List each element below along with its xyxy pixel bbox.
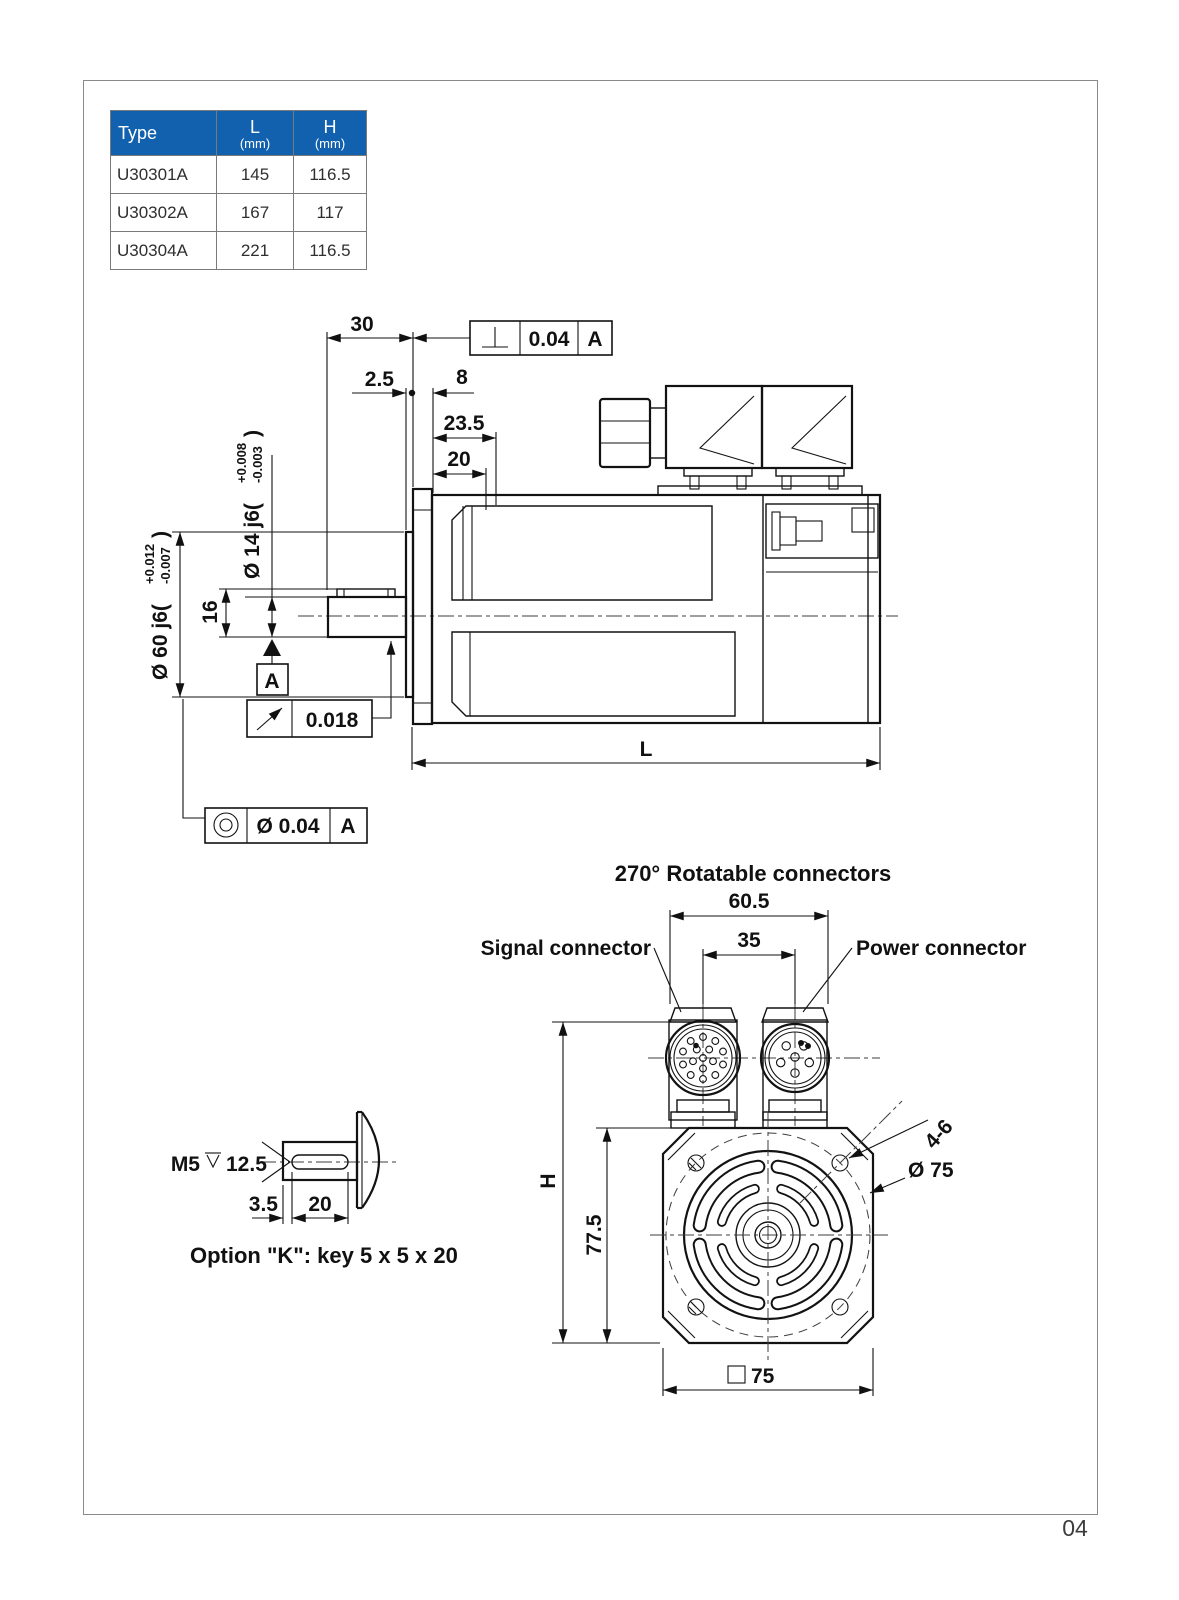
- signal-label-leader: [654, 948, 681, 1012]
- cell-h: 116.5: [294, 232, 367, 270]
- dia-75-label: Ø 75: [908, 1159, 954, 1182]
- pilot-tol-upper: +0.012: [142, 543, 157, 584]
- square-symbol: [728, 1366, 745, 1383]
- cable-gland: [600, 399, 666, 467]
- dim-35: [703, 929, 795, 1004]
- conc-value: Ø 0.04: [256, 815, 320, 838]
- power-connector-side: [762, 386, 852, 489]
- thread-label: M5: [170, 1153, 200, 1176]
- power-connector-label: Power connector: [856, 937, 1027, 960]
- motor-body: [432, 495, 880, 723]
- dim-H: [537, 1022, 671, 1343]
- holes-label: 4-6: [920, 1115, 958, 1154]
- dim-H-value: H: [537, 1173, 560, 1189]
- holes-callout: [849, 1115, 958, 1158]
- dim-20: [433, 448, 486, 510]
- shaft-tol-lower: -0.003: [250, 446, 265, 483]
- signal-connector-side: [666, 386, 762, 489]
- cell-l: 145: [217, 156, 294, 194]
- cell-h: 117: [294, 194, 367, 232]
- shaft-dia-label: Ø 14 j6(: [241, 503, 264, 579]
- shaft-paren: ): [241, 430, 264, 437]
- col-header-h-label: H: [323, 117, 337, 137]
- motor-shaft: [328, 589, 406, 637]
- runout-value: 0.018: [305, 709, 359, 732]
- dim-dia-14: [234, 430, 272, 637]
- cell-type: U30304A: [111, 232, 217, 270]
- cell-type: U30302A: [111, 194, 217, 232]
- datum-a: [257, 639, 288, 695]
- motor-flange: [406, 489, 432, 724]
- dim-L-value: L: [639, 738, 653, 761]
- front-flange: [650, 1101, 902, 1362]
- cell-h: 116.5: [294, 156, 367, 194]
- key-option-caption: Option "K": key 5 x 5 x 20: [190, 1243, 458, 1268]
- pilot-dia-label: Ø 60 j6(: [149, 604, 172, 680]
- dim-20-value: 20: [447, 448, 471, 471]
- col-header-type: Type: [111, 111, 217, 156]
- dim-16-value: 16: [199, 600, 222, 624]
- cell-type: U30301A: [111, 156, 217, 194]
- encoder-cover-detail: [766, 504, 878, 572]
- depth-icon: [205, 1153, 221, 1167]
- dim-L: [412, 727, 880, 770]
- perp-value: 0.04: [528, 328, 570, 351]
- dim-2-5-value: 2.5: [364, 368, 394, 391]
- perp-datum: A: [587, 328, 603, 351]
- dim-23-5-value: 23.5: [443, 412, 485, 435]
- dim-16: [199, 589, 340, 637]
- connector-base-plate: [658, 486, 862, 495]
- dim-key-20-value: 20: [308, 1193, 332, 1216]
- cell-l: 167: [217, 194, 294, 232]
- square-75-value: 75: [751, 1365, 775, 1388]
- signal-connector-label: Signal connector: [480, 937, 651, 960]
- dim-square-75: [663, 1348, 873, 1396]
- dim-2-5: [352, 368, 415, 530]
- conc-datum: A: [340, 815, 356, 838]
- dim-35-value: 35: [737, 929, 761, 952]
- perpendicularity-frame: [413, 321, 612, 355]
- col-header-l-unit: (mm): [239, 136, 271, 151]
- dim-60-5-value: 60.5: [728, 890, 770, 913]
- pilot-paren: ): [149, 531, 172, 538]
- col-header-l-label: L: [249, 117, 260, 137]
- dim-8-value: 8: [456, 366, 468, 389]
- pilot-tol-lower: -0.007: [158, 547, 173, 584]
- dia-75-callout: [870, 1159, 954, 1193]
- side-view-drawing: [142, 313, 898, 843]
- front-view-title: 270° Rotatable connectors: [614, 861, 892, 886]
- shaft-tol-upper: +0.008: [234, 442, 249, 483]
- page-number: 04: [1062, 1515, 1088, 1541]
- depth-value: 12.5: [226, 1153, 267, 1176]
- dim-3-5-value: 3.5: [248, 1193, 278, 1216]
- dim-30: [327, 313, 413, 590]
- datum-a-label: A: [264, 670, 280, 693]
- col-header-h-unit: (mm): [314, 136, 346, 151]
- front-view-drawing: [481, 861, 1027, 1396]
- cell-l: 221: [217, 232, 294, 270]
- dim-30-value: 30: [350, 313, 374, 336]
- dim-77-5-value: 77.5: [583, 1214, 606, 1256]
- key-option-detail: [171, 1112, 458, 1268]
